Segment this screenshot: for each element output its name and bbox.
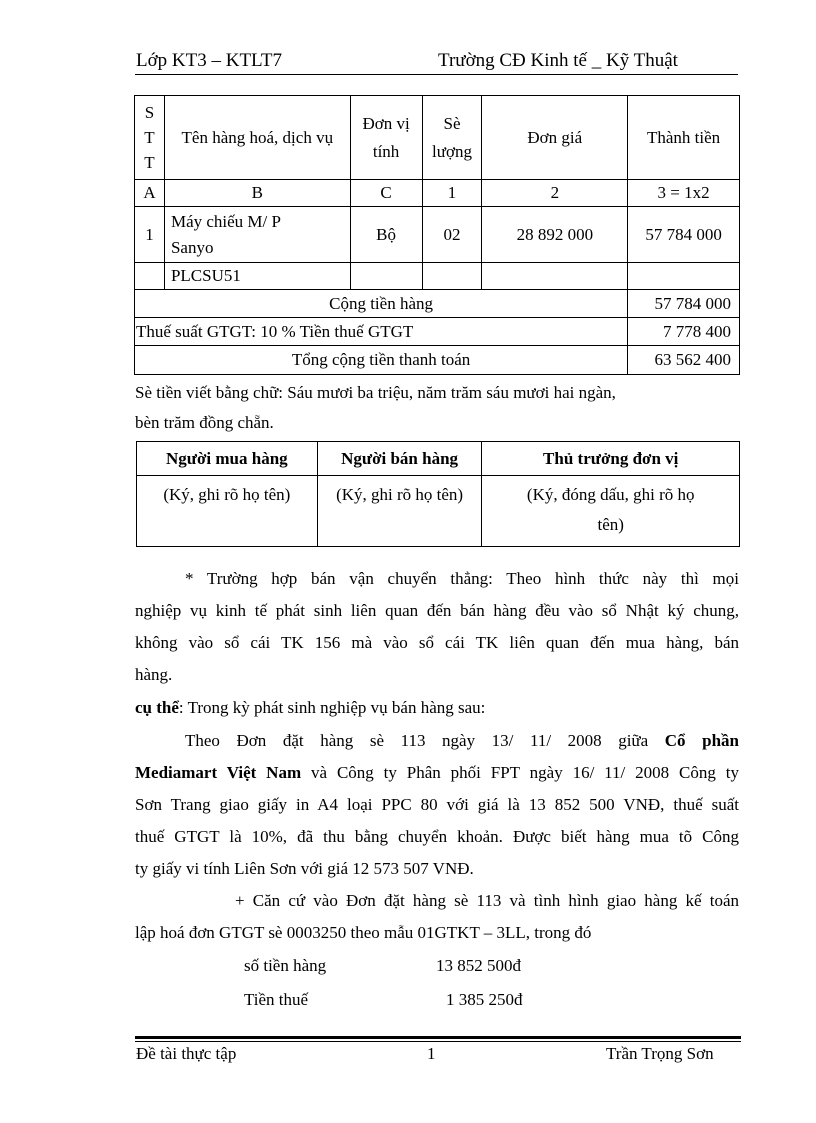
buyer-note: (Ký, ghi rõ họ tên) [137, 476, 318, 547]
p3-bold1: Cổ phần [664, 731, 740, 750]
header-unit-line1: Đơn vị [362, 113, 410, 133]
empty-cell [350, 263, 422, 290]
header-stt-t1: T [144, 128, 155, 147]
seller-heading: Người bán hàng [317, 442, 482, 476]
p3-line1 [135, 725, 739, 757]
p3-line5: ty giấy vi tính Liên Sơn với giá 12 573 507 VNĐ. [135, 859, 474, 878]
grand-total-label: Tổng cộng tiền thanh toán [135, 346, 628, 375]
paragraph-order-details [135, 725, 739, 885]
invoice-header-row [135, 96, 740, 180]
tax-amount-label: Tiền thuế [244, 990, 309, 1009]
code-cell: 3 = 1x2 [628, 180, 740, 207]
header-divider [135, 74, 738, 75]
seller-note: (Ký, ghi rõ họ tên) [317, 476, 482, 547]
item-name-line1: Máy chiếu M/ P [170, 211, 281, 231]
invoice-item-continuation-row [135, 263, 740, 290]
empty-cell [135, 263, 165, 290]
signature-note-row [137, 476, 740, 547]
item-model: PLCSU51 [164, 263, 350, 290]
p1-line2: nghiệp vụ kinh tế phát sinh liên quan đến bán hàng đều vào sổ Nhật ký chung, [135, 601, 739, 620]
p2-bold-lead: cụ thể [135, 698, 179, 717]
empty-cell [628, 263, 740, 290]
vat-value: 7 778 400 [628, 318, 740, 346]
head-note-line1: (Ký, đóng dấu, ghi rõ họ [526, 485, 695, 504]
header-class-label: Lớp KT3 – KTLT7 [136, 50, 283, 71]
header-quantity [422, 96, 482, 180]
p3-line2 [135, 757, 739, 789]
code-cell: 2 [482, 180, 628, 207]
code-cell: A [135, 180, 165, 207]
amount-in-words-line1: Sè tiền viết bằng chữ: Sáu mươi ba triệu, năm trăm sáu mươi hai ngàn, [135, 383, 616, 402]
paragraph-direct-sale [135, 563, 739, 691]
p3-bold2: Mediamart Việt Nam [135, 763, 302, 782]
p1-line3: không vào sổ cái TK 156 mà vào sổ cái TK liên quan đến mua hàng, bán [135, 633, 739, 652]
header-qty-line2: lượng [432, 141, 472, 161]
item-name-line2: Sanyo [170, 237, 214, 257]
head-note [482, 476, 740, 547]
p3-line4: thuế GTGT là 10%, đã thu bằng chuyển khoản. Được biết hàng mua tõ Công [135, 827, 739, 846]
code-cell: C [350, 180, 422, 207]
invoice-code-row [135, 180, 740, 207]
p4-line2: lập hoá đơn GTGT sè 0003250 theo mẫu 01GTKT – 3LL, trong đó [135, 923, 592, 942]
empty-cell [482, 263, 628, 290]
item-name [164, 207, 350, 263]
empty-cell [422, 263, 482, 290]
signature-table [136, 441, 740, 547]
item-stt: 1 [135, 207, 165, 263]
paragraph-example-intro [135, 692, 739, 724]
grand-total-value: 63 562 400 [628, 346, 740, 375]
item-unit: Bộ [350, 207, 422, 263]
paragraph-invoice-issue [135, 885, 739, 949]
invoice-table [134, 95, 740, 375]
p4-line1: + Căn cứ vào Đơn đặt hàng sè 113 và tình hình giao hàng kế toán [235, 891, 739, 910]
item-line-total: 57 784 000 [628, 207, 740, 263]
p3-line2-rest: và Công ty Phân phối FPT ngày 16/ 11/ 2008 Công ty [301, 763, 739, 782]
header-unit [350, 96, 422, 180]
footer-topic-label: Đề tài thực tập [136, 1044, 237, 1063]
invoice-item-row [135, 207, 740, 263]
header-item-name: Tên hàng hoá, dịch vụ [164, 96, 350, 180]
footer-author: Trần Trọng Sơn [606, 1044, 714, 1063]
code-cell: B [164, 180, 350, 207]
footer-divider-thick [135, 1036, 741, 1039]
p1-line4: hàng. [135, 665, 173, 684]
header-school-label: Trường CĐ Kinh tế _ Kỹ Thuật [438, 50, 678, 71]
vat-label: Thuế suất GTGT: 10 % Tiền thuế GTGT [135, 318, 628, 346]
p3-line3: Sơn Trang giao giấy in A4 loại PPC 80 với giá là 13 852 500 VNĐ, thuế suất [135, 795, 739, 814]
p3-part1: Theo Đơn đặt hàng sè 113 ngày 13/ 11/ 2008 giữa [185, 731, 665, 750]
p2-rest: : Trong kỳ phát sinh nghiệp vụ bán hàng sau: [178, 698, 486, 717]
buyer-heading: Người mua hàng [137, 442, 318, 476]
goods-amount-label: số tiền hàng [244, 956, 327, 975]
header-stt-t2: T [144, 153, 155, 172]
subtotal-row [135, 290, 740, 318]
footer-divider-thin [135, 1041, 741, 1042]
header-line-total: Thành tiền [628, 96, 740, 180]
header-qty-line1: Sè [443, 113, 461, 133]
signature-header-row [137, 442, 740, 476]
grand-total-row [135, 346, 740, 375]
subtotal-label: Cộng tiền hàng [135, 290, 628, 318]
item-quantity: 02 [422, 207, 482, 263]
goods-amount-value: 13 852 500đ [436, 956, 521, 975]
head-note-line2: tên) [597, 515, 624, 534]
header-stt-s: S [144, 103, 155, 122]
header-unit-price: Đơn giá [482, 96, 628, 180]
subtotal-value: 57 784 000 [628, 290, 740, 318]
tax-amount-value: 1 385 250đ [446, 990, 523, 1009]
vat-row [135, 318, 740, 346]
amount-in-words [135, 378, 741, 438]
code-cell: 1 [422, 180, 482, 207]
p1-line1: * Trường hợp bán vận chuyển thẳng: Theo hình thức này thì mọi [185, 569, 739, 588]
header-stt [135, 96, 165, 180]
item-unit-price: 28 892 000 [482, 207, 628, 263]
head-heading: Thủ trưởng đơn vị [482, 442, 740, 476]
page-number: 1 [427, 1044, 436, 1063]
header-unit-line2: tính [372, 141, 400, 161]
amount-in-words-line2: bèn trăm đồng chẵn. [135, 413, 274, 432]
